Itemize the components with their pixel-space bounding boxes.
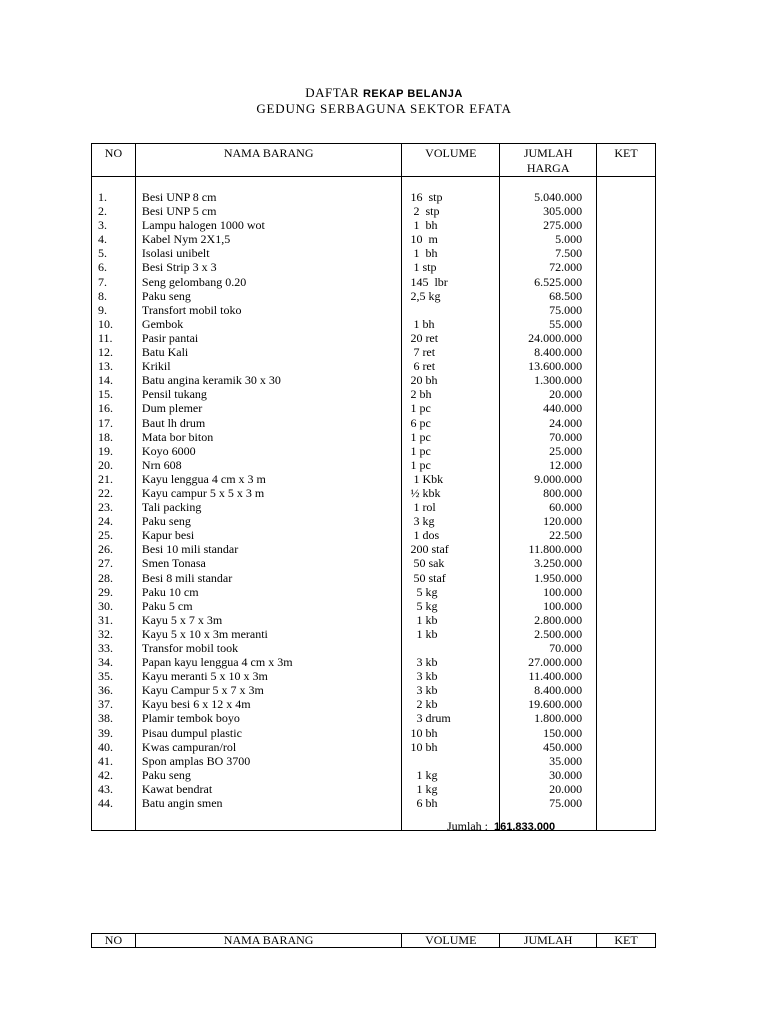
item-no: 39. [92,726,136,740]
item-ket [597,387,656,401]
table-row [92,458,656,472]
item-volume: 3 kb [402,683,500,697]
item-name: Kayu besi 6 x 12 x 4m [135,697,402,711]
item-no: 7. [92,275,136,289]
item-volume: 1 kg [402,768,500,782]
item-volume: 1 dos [402,528,500,542]
item-no: 18. [92,430,136,444]
header2-no: NO [92,934,136,948]
item-ket [597,740,656,754]
item-ket [597,782,656,796]
item-jumlah-harga: 30.000 [500,768,597,782]
table-row [92,585,656,599]
header2-jumlah: JUMLAH [500,934,597,948]
item-name: Kayu meranti 5 x 10 x 3m [135,669,402,683]
table-row [92,204,656,218]
item-jumlah-harga: 1.800.000 [500,711,597,725]
table-row [92,317,656,331]
item-name: Kayu lenggua 4 cm x 3 m [135,472,402,486]
item-no: 31. [92,613,136,627]
table-row [92,528,656,542]
table-row [92,345,656,359]
table-row [92,275,656,289]
item-volume: 2 stp [402,204,500,218]
item-volume: 10 m [402,232,500,246]
item-no: 38. [92,711,136,725]
item-name: Besi Strip 3 x 3 [135,260,402,274]
item-no: 33. [92,641,136,655]
item-jumlah-harga: 72.000 [500,260,597,274]
item-volume: 1 pc [402,401,500,415]
item-volume: 2,5 kg [402,289,500,303]
item-no: 10. [92,317,136,331]
item-no: 28. [92,571,136,585]
table-row [92,331,656,345]
item-name: Pisau dumpul plastic [135,726,402,740]
table-row [92,627,656,641]
table-row [92,726,656,740]
item-jumlah-harga: 3.250.000 [500,556,597,570]
item-jumlah-harga: 275.000 [500,218,597,232]
item-volume: 16 stp [402,190,500,204]
item-ket [597,669,656,683]
item-jumlah-harga: 120.000 [500,514,597,528]
item-jumlah-harga: 7.500 [500,246,597,260]
table-row [92,416,656,430]
item-ket [597,655,656,669]
item-ket [597,190,656,204]
table-row [92,754,656,768]
item-jumlah-harga: 70.000 [500,641,597,655]
item-name: Pensil tukang [135,387,402,401]
item-ket [597,458,656,472]
item-name: Kayu campur 5 x 5 x 3 m [135,486,402,500]
table-row [92,190,656,204]
item-jumlah-harga: 440.000 [500,401,597,415]
item-ket [597,232,656,246]
item-no: 11. [92,331,136,345]
item-jumlah-harga: 20.000 [500,782,597,796]
item-no: 2. [92,204,136,218]
table-row [92,768,656,782]
item-volume: 1 kb [402,627,500,641]
item-no: 43. [92,782,136,796]
item-jumlah-harga: 24.000.000 [500,331,597,345]
item-no: 21. [92,472,136,486]
table-row [92,387,656,401]
table-row [92,472,656,486]
item-ket [597,218,656,232]
item-volume: 7 ret [402,345,500,359]
item-volume: 1 stp [402,260,500,274]
item-no: 16. [92,401,136,415]
item-no: 3. [92,218,136,232]
title-rekap: REKAP BELANJA [362,88,463,100]
item-ket [597,317,656,331]
item-no: 36. [92,683,136,697]
item-name: Besi UNP 8 cm [135,190,402,204]
item-ket [597,500,656,514]
item-name: Isolasi unibelt [135,246,402,260]
item-name: Smen Tonasa [135,556,402,570]
item-ket [597,275,656,289]
item-name: Nrn 608 [135,458,402,472]
table-row [92,655,656,669]
item-no: 40. [92,740,136,754]
item-jumlah-harga: 5.040.000 [500,190,597,204]
header-no: NO [92,144,136,177]
item-name: Gembok [135,317,402,331]
item-name: Transfort mobil toko [135,303,402,317]
item-volume: 3 kg [402,514,500,528]
item-name: Batu Kali [135,345,402,359]
table-row [92,613,656,627]
item-jumlah-harga: 2.800.000 [500,613,597,627]
item-jumlah-harga: 11.800.000 [500,542,597,556]
item-name: Seng gelombang 0.20 [135,275,402,289]
item-jumlah-harga: 12.000 [500,458,597,472]
item-jumlah-harga: 8.400.000 [500,683,597,697]
item-name: Plamir tembok boyo [135,711,402,725]
item-ket [597,204,656,218]
item-ket [597,754,656,768]
item-ket [597,444,656,458]
table-row [92,260,656,274]
item-volume: 1 pc [402,444,500,458]
item-name: Paku seng [135,289,402,303]
total-row [447,819,555,834]
item-jumlah-harga: 75.000 [500,796,597,810]
item-no: 44. [92,796,136,810]
item-volume [402,641,500,655]
item-name: Papan kayu lenggua 4 cm x 3m [135,655,402,669]
item-ket [597,416,656,430]
item-ket [597,571,656,585]
item-volume: 50 sak [402,556,500,570]
item-jumlah-harga: 75.000 [500,303,597,317]
item-name: Kapur besi [135,528,402,542]
item-volume [402,754,500,768]
item-name: Paku 5 cm [135,599,402,613]
item-volume: 6 pc [402,416,500,430]
item-ket [597,796,656,810]
item-name: Dum plemer [135,401,402,415]
item-no: 24. [92,514,136,528]
item-jumlah-harga: 100.000 [500,599,597,613]
table-row [92,542,656,556]
item-name: Batu angina keramik 30 x 30 [135,373,402,387]
item-volume: 1 bh [402,246,500,260]
item-no: 20. [92,458,136,472]
table-row [92,246,656,260]
document-subtitle: GEDUNG SERBAGUNA SEKTOR EFATA [256,101,512,116]
item-jumlah-harga: 6.525.000 [500,275,597,289]
table-row [92,444,656,458]
item-no: 14. [92,373,136,387]
item-no: 34. [92,655,136,669]
item-ket [597,585,656,599]
item-volume: 1 kg [402,782,500,796]
table-row [92,599,656,613]
item-jumlah-harga: 19.600.000 [500,697,597,711]
item-jumlah-harga: 22.500 [500,528,597,542]
item-jumlah-harga: 1.950.000 [500,571,597,585]
item-no: 19. [92,444,136,458]
item-name: Kawat bendrat [135,782,402,796]
item-jumlah-harga: 450.000 [500,740,597,754]
item-volume: 5 kg [402,585,500,599]
item-no: 41. [92,754,136,768]
item-jumlah-harga: 2.500.000 [500,627,597,641]
item-jumlah-harga: 9.000.000 [500,472,597,486]
table-row [92,232,656,246]
item-no: 15. [92,387,136,401]
item-no: 13. [92,359,136,373]
item-no: 6. [92,260,136,274]
item-no: 23. [92,500,136,514]
item-ket [597,260,656,274]
item-name: Paku seng [135,768,402,782]
header-nama-barang: NAMA BARANG [135,144,402,177]
item-volume: 1 bh [402,218,500,232]
item-jumlah-harga: 5.000 [500,232,597,246]
item-volume: 20 bh [402,373,500,387]
header2-ket: KET [597,934,656,948]
table-row [92,782,656,796]
item-name: Tali packing [135,500,402,514]
item-volume: 6 bh [402,796,500,810]
header-ket: KET [597,144,656,177]
header2-volume: VOLUME [402,934,500,948]
item-no: 12. [92,345,136,359]
item-jumlah-harga: 55.000 [500,317,597,331]
item-jumlah-harga: 20.000 [500,387,597,401]
header2-nama-barang: NAMA BARANG [135,934,401,948]
item-no: 1. [92,190,136,204]
item-name: Pasir pantai [135,331,402,345]
item-ket [597,430,656,444]
header-volume: VOLUME [402,144,500,177]
item-ket [597,401,656,415]
item-name: Paku seng [135,514,402,528]
item-volume: 200 staf [402,542,500,556]
item-no: 32. [92,627,136,641]
item-volume: ½ kbk [402,486,500,500]
item-jumlah-harga: 13.600.000 [500,359,597,373]
item-volume: 5 kg [402,599,500,613]
table-row [92,430,656,444]
item-no: 27. [92,556,136,570]
item-name: Paku 10 cm [135,585,402,599]
item-ket [597,768,656,782]
item-ket [597,556,656,570]
table-row [92,796,656,810]
item-no: 9. [92,303,136,317]
table-row [92,359,656,373]
item-jumlah-harga: 25.000 [500,444,597,458]
item-name: Kayu Campur 5 x 7 x 3m [135,683,402,697]
item-jumlah-harga: 35.000 [500,754,597,768]
item-jumlah-harga: 27.000.000 [500,655,597,669]
title-daftar: DAFTAR [305,85,360,100]
table-row [92,556,656,570]
item-no: 25. [92,528,136,542]
item-jumlah-harga: 60.000 [500,500,597,514]
item-ket [597,289,656,303]
table-row [92,697,656,711]
table-row [92,683,656,697]
item-jumlah-harga: 305.000 [500,204,597,218]
item-volume: 1 Kbk [402,472,500,486]
item-name: Besi UNP 5 cm [135,204,402,218]
item-ket [597,303,656,317]
item-name: Koyo 6000 [135,444,402,458]
item-ket [597,613,656,627]
item-volume: 2 kb [402,697,500,711]
item-ket [597,331,656,345]
item-volume: 10 bh [402,726,500,740]
item-no: 4. [92,232,136,246]
item-ket [597,373,656,387]
item-no: 8. [92,289,136,303]
header-jumlah-harga: JUMLAH HARGA [500,144,597,177]
item-name: Baut lh drum [135,416,402,430]
rekap-table-page2-header [91,933,656,948]
item-volume: 50 staf [402,571,500,585]
item-no: 5. [92,246,136,260]
item-ket [597,246,656,260]
item-jumlah-harga: 70.000 [500,430,597,444]
item-ket [597,627,656,641]
item-volume: 3 kb [402,655,500,669]
table-header-row [92,144,656,177]
item-no: 26. [92,542,136,556]
item-jumlah-harga: 24.000 [500,416,597,430]
item-volume: 3 kb [402,669,500,683]
item-name: Kwas campuran/rol [135,740,402,754]
item-volume: 1 rol [402,500,500,514]
table-row [92,571,656,585]
item-name: Besi 10 mili standar [135,542,402,556]
table-row [92,401,656,415]
item-ket [597,345,656,359]
item-no: 29. [92,585,136,599]
item-jumlah-harga: 1.300.000 [500,373,597,387]
item-jumlah-harga: 8.400.000 [500,345,597,359]
item-ket [597,599,656,613]
item-ket [597,486,656,500]
item-ket [597,514,656,528]
item-jumlah-harga: 68.500 [500,289,597,303]
item-no: 30. [92,599,136,613]
item-volume: 3 drum [402,711,500,725]
item-ket [597,726,656,740]
item-name: Krikil [135,359,402,373]
item-volume: 1 pc [402,458,500,472]
item-jumlah-harga: 11.400.000 [500,669,597,683]
item-jumlah-harga: 800.000 [500,486,597,500]
item-volume: 145 lbr [402,275,500,289]
table-row [92,514,656,528]
item-ket [597,472,656,486]
item-no: 17. [92,416,136,430]
total-value: 161.833.000 [494,821,556,833]
item-volume: 6 ret [402,359,500,373]
item-name: Mata bor biton [135,430,402,444]
item-no: 35. [92,669,136,683]
item-volume: 1 pc [402,430,500,444]
item-volume: 1 kb [402,613,500,627]
item-ket [597,711,656,725]
table-row [92,711,656,725]
item-name: Spon amplas BO 3700 [135,754,402,768]
table-row [92,373,656,387]
item-name: Kayu 5 x 10 x 3m meranti [135,627,402,641]
item-name: Transfor mobil took [135,641,402,655]
table-row [92,303,656,317]
item-volume [402,303,500,317]
table-row [92,486,656,500]
rekap-table [91,143,656,831]
item-volume: 2 bh [402,387,500,401]
table-row [92,218,656,232]
item-ket [597,683,656,697]
item-name: Lampu halogen 1000 wot [135,218,402,232]
document-title [0,85,768,101]
item-name: Batu angin smen [135,796,402,810]
item-no: 22. [92,486,136,500]
item-no: 42. [92,768,136,782]
item-name: Kayu 5 x 7 x 3m [135,613,402,627]
item-ket [597,542,656,556]
item-name: Besi 8 mili standar [135,571,402,585]
item-ket [597,697,656,711]
table-row [92,641,656,655]
item-ket [597,359,656,373]
table-row [92,740,656,754]
item-jumlah-harga: 100.000 [500,585,597,599]
item-name: Kabel Nym 2X1,5 [135,232,402,246]
table-row [92,289,656,303]
item-no: 37. [92,697,136,711]
table-row [92,500,656,514]
table-row [92,669,656,683]
item-volume: 1 bh [402,317,500,331]
item-volume: 10 bh [402,740,500,754]
item-ket [597,528,656,542]
total-label: Jumlah : [447,819,488,833]
item-jumlah-harga: 150.000 [500,726,597,740]
item-volume: 20 ret [402,331,500,345]
item-ket [597,641,656,655]
